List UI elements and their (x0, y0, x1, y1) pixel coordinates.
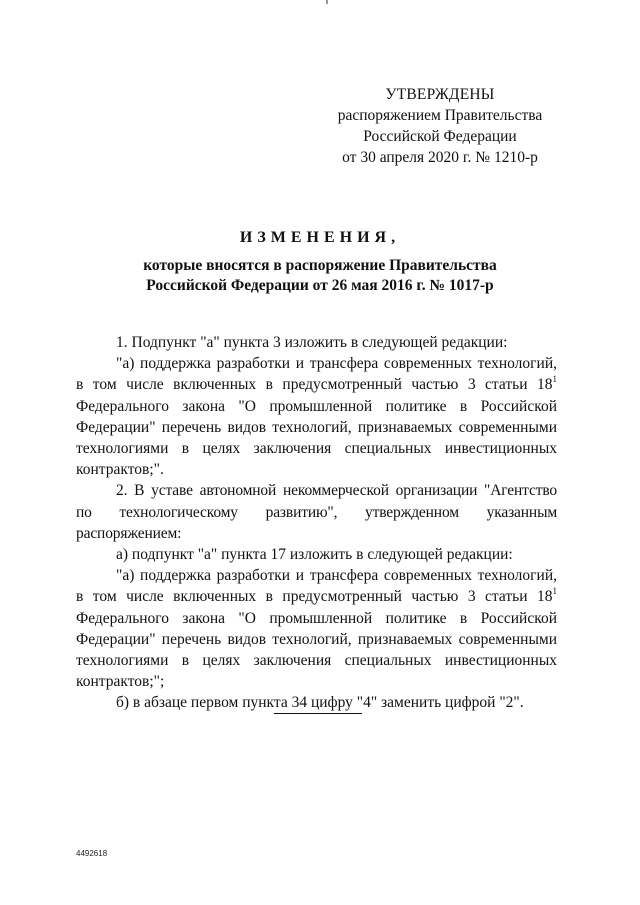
paragraph-5 (76, 565, 557, 692)
paragraph-6: б) в абзаце первом пункта 34 цифру "4" заменить цифрой "2". (116, 694, 524, 712)
approval-line-2: распоряжением Правительства (337, 107, 543, 124)
paragraph-2-superscript: 1 (552, 374, 557, 385)
document-title: ИЗМЕНЕНИЯ, (239, 229, 401, 246)
paragraph-4: а) подпункт "а" пункта 17 изложить в следующей редакции: (116, 546, 513, 564)
paragraph-5-text-a: "а) поддержка разработки и трансфера современных технологий, в том числе включенных в предусмотренный частью 3 статьи 18 (76, 567, 557, 606)
paragraph-2-text-b: Федерального закона "О промышленной политике в Российской Федерации" перечень видов технологий, признаваемых современными технологиями в целях заключения специальных инвестиционных контрактов;". (76, 397, 557, 479)
paragraph-2 (76, 353, 557, 480)
paragraph-1: 1. Подпункт "а" пункта 3 изложить в следующей редакции: (116, 334, 508, 351)
document-body (76, 332, 557, 714)
paragraph-2-text-a: "а) поддержка разработки и трансфера современных технологий, в том числе включенных в предусмотренный частью 3 статьи 18 (76, 355, 557, 394)
subtitle-line-1: которые вносятся в распоряжение Правительства (143, 257, 497, 274)
paragraph-5-superscript: 1 (552, 586, 557, 597)
approval-block (330, 84, 550, 168)
approval-heading: УТВЕРЖДЕНЫ (385, 86, 495, 103)
page-top-mark (326, 0, 328, 4)
approval-date-number: от 30 апреля 2020 г. № 1210-р (342, 149, 538, 166)
approval-line-3: Российской Федерации (363, 128, 517, 145)
paragraph-3: 2. В уставе автономной некоммерческой организации "Агентство по технологическому развитию", утвержденном указанным распоряжением: (76, 482, 557, 542)
subtitle-line-2: Российской Федерации от 26 мая 2016 г. № 1017-р (146, 277, 494, 294)
document-subtitle (60, 256, 580, 296)
end-separator-line (274, 713, 362, 714)
paragraph-5-text-b: Федерального закона "О промышленной политике в Российской Федерации" перечень видов технологий, признаваемых современными технологиями в целях заключения специальных инвестиционных контрактов;"; (76, 609, 557, 691)
document-id: 4492618 (76, 849, 108, 858)
